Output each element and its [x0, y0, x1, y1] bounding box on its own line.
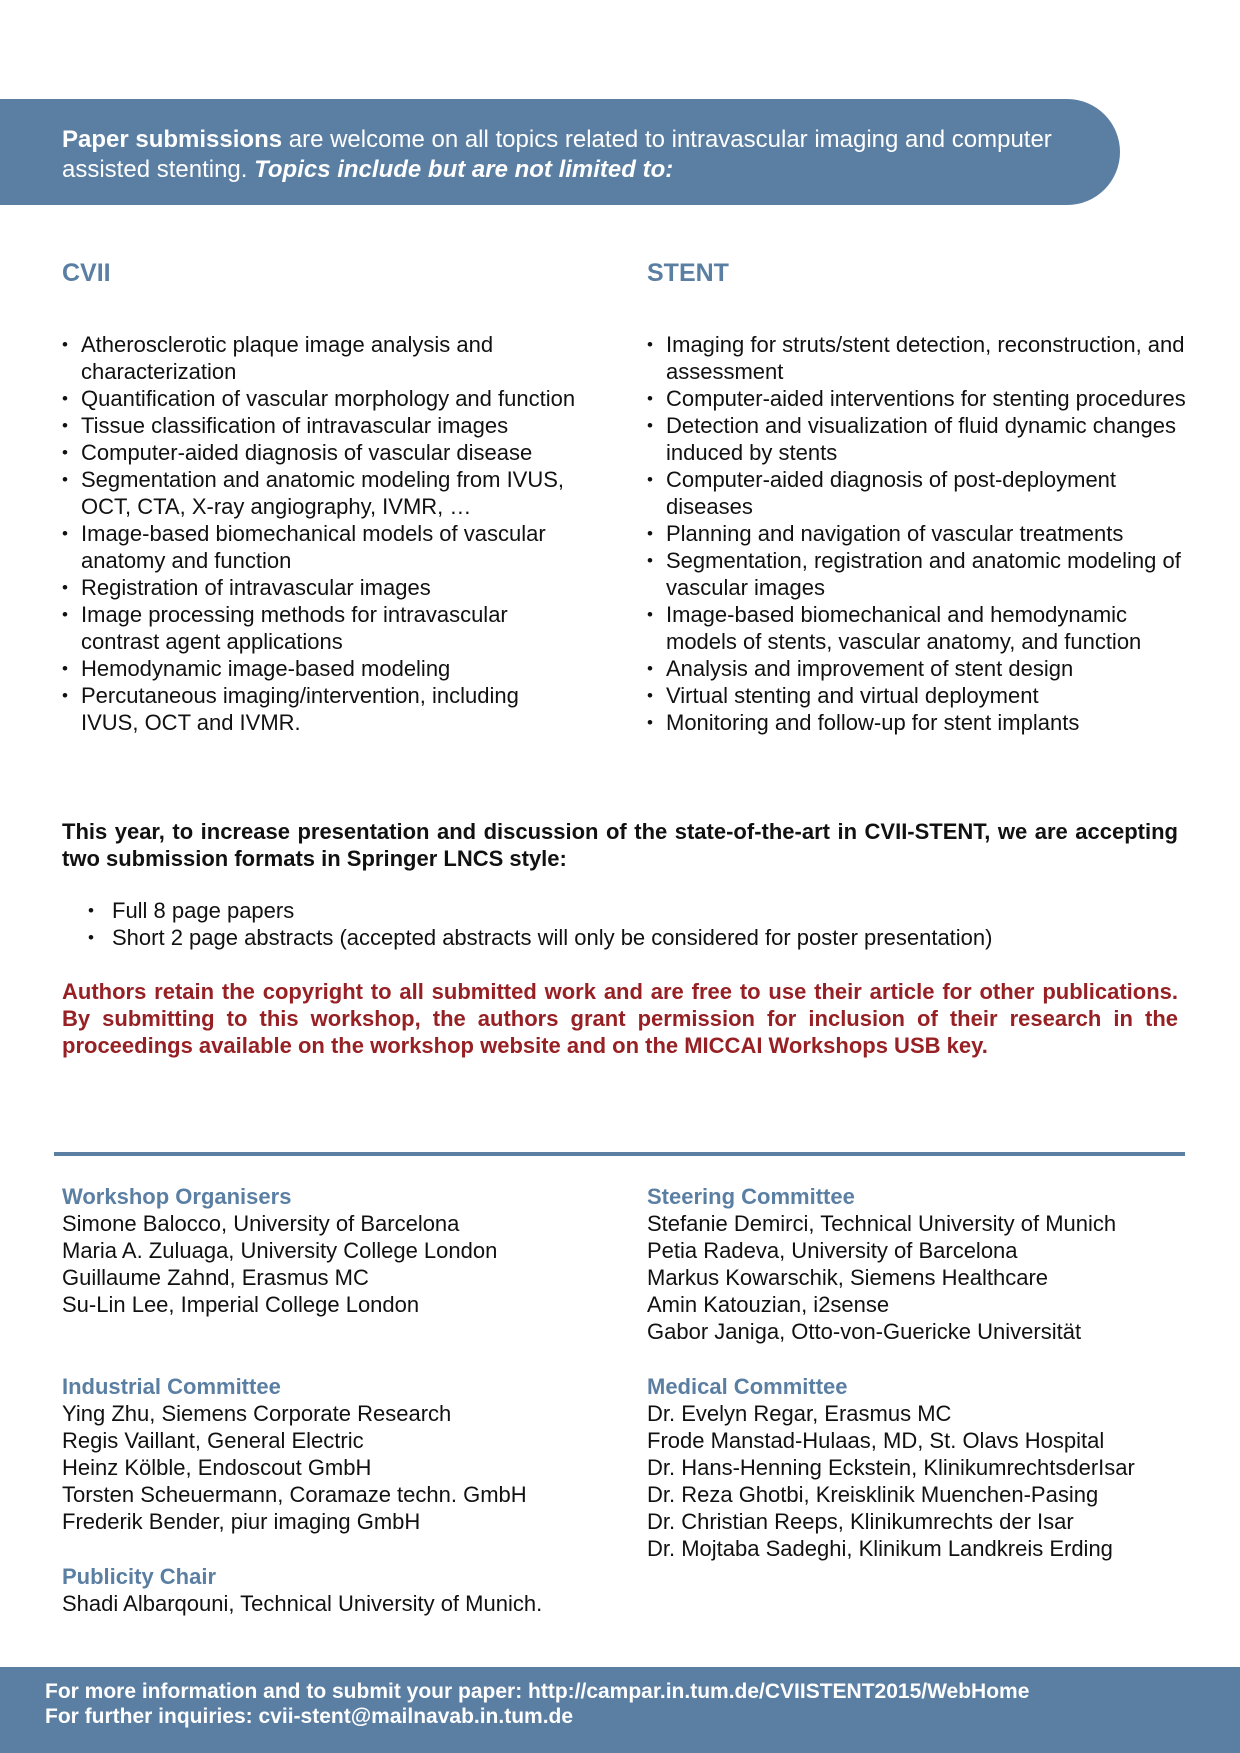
member-list — [62, 1400, 527, 1535]
cvii-topic-list — [62, 331, 582, 736]
list-item: • Monitoring and follow-up for stent implants — [647, 709, 1187, 736]
list-item: • Analysis and improvement of stent design — [647, 655, 1187, 682]
list-item: • Full 8 page papers — [88, 897, 992, 924]
industrial-committee — [62, 1373, 527, 1535]
list-item: • Virtual stenting and virtual deployment — [647, 682, 1187, 709]
member-entry: Dr. Reza Ghotbi, Kreisklinik Muenchen-Pasing — [647, 1482, 1099, 1507]
list-item: • Detection and visualization of fluid dynamic changes induced by stents — [647, 412, 1187, 466]
member-entry: Torsten Scheuermann, Coramaze techn. GmbH — [62, 1482, 527, 1507]
list-item: • Percutaneous imaging/intervention, including IVUS, OCT and IVMR. — [62, 682, 582, 736]
footer-website-line: For more information and to submit your paper: http://campar.in.tum.de/CVIISTENT2015/WebHome — [45, 1680, 1030, 1703]
member-list — [647, 1210, 1116, 1345]
list-item: • Computer-aided diagnosis of post-deployment diseases — [647, 466, 1187, 520]
member-entry: Ying Zhu, Siemens Corporate Research — [62, 1401, 452, 1426]
member-entry: Maria A. Zuluaga, University College London — [62, 1238, 498, 1263]
list-item: • Segmentation, registration and anatomic modeling of vascular images — [647, 547, 1187, 601]
member-list — [62, 1210, 497, 1318]
list-item: • Image processing methods for intravascular contrast agent applications — [62, 601, 582, 655]
list-item: • Segmentation and anatomic modeling from IVUS, OCT, CTA, X-ray angiography, IVMR, … — [62, 466, 582, 520]
committee-title: Medical Committee — [647, 1374, 848, 1399]
member-entry: Dr. Mojtaba Sadeghi, Klinikum Landkreis Erding — [647, 1536, 1113, 1561]
list-item: • Hemodynamic image-based modeling — [62, 655, 582, 682]
footer-email-line: For further inquiries: cvii-stent@mailnavab.in.tum.de — [45, 1705, 574, 1728]
cvii-heading: CVII — [62, 259, 111, 287]
member-entry: Regis Vaillant, General Electric — [62, 1428, 364, 1453]
committee-title: Publicity Chair — [62, 1564, 217, 1589]
stent-heading: STENT — [647, 259, 729, 287]
banner-topics-label: Topics include but are not limited to: — [254, 156, 674, 183]
list-item: • Short 2 page abstracts (accepted abstracts will only be considered for poster presentation) — [88, 924, 992, 951]
member-entry: Stefanie Demirci, Technical University of Munich — [647, 1211, 1117, 1236]
copyright-notice: Authors retain the copyright to all submitted work and are free to use their article for other publications. By submitting to this workshop, the authors grant permission for inclusion of their research in the proceedings available on the workshop website and on the MICCAI Workshops USB key. — [62, 979, 1178, 1058]
member-entry: Gabor Janiga, Otto-von-Guericke Universität — [647, 1319, 1082, 1344]
banner-text: are welcome on all topics related to intravascular imaging and computer assisted stenting. — [62, 126, 1052, 183]
member-entry: Frederik Bender, piur imaging GmbH — [62, 1509, 421, 1534]
list-item: • Registration of intravascular images — [62, 574, 582, 601]
committee-title: Workshop Organisers — [62, 1184, 292, 1209]
list-item: • Planning and navigation of vascular treatments — [647, 520, 1187, 547]
list-item: • Computer-aided interventions for stenting procedures — [647, 385, 1187, 412]
committee-title: Steering Committee — [647, 1184, 855, 1209]
member-entry: Petia Radeva, University of Barcelona — [647, 1238, 1018, 1263]
banner-lead: Paper submissions — [62, 126, 283, 153]
formats-intro: This year, to increase presentation and discussion of the state-of-the-art in CVII-STENT, we are accepting two submission formats in Springer LNCS style: — [62, 819, 1178, 871]
member-entry: Markus Kowarschik, Siemens Healthcare — [647, 1265, 1049, 1290]
list-item: • Imaging for struts/stent detection, reconstruction, and assessment — [647, 331, 1187, 385]
member-entry: Su-Lin Lee, Imperial College London — [62, 1292, 420, 1317]
section-divider — [54, 1152, 1185, 1156]
member-entry: Dr. Hans-Henning Eckstein, KlinikumrechtsderIsar — [647, 1455, 1135, 1480]
formats-list — [88, 897, 992, 951]
publicity-chair — [62, 1563, 542, 1617]
member-list — [647, 1400, 1135, 1562]
list-item: • Computer-aided diagnosis of vascular disease — [62, 439, 582, 466]
stent-column — [647, 258, 1187, 736]
member-entry: Guillaume Zahnd, Erasmus MC — [62, 1265, 369, 1290]
workshop-organisers — [62, 1183, 497, 1318]
cvii-column — [62, 258, 582, 736]
member-entry: Heinz Kölble, Endoscout GmbH — [62, 1455, 372, 1480]
member-entry: Frode Manstad-Hulaas, MD, St. Olavs Hospital — [647, 1428, 1105, 1453]
footer-bar — [0, 1667, 1240, 1753]
committee-title: Industrial Committee — [62, 1374, 281, 1399]
medical-committee — [647, 1373, 1135, 1562]
member-entry: Simone Balocco, University of Barcelona — [62, 1211, 460, 1236]
list-item: • Atherosclerotic plaque image analysis and characterization — [62, 331, 582, 385]
list-item: • Quantification of vascular morphology and function — [62, 385, 582, 412]
list-item: • Image-based biomechanical and hemodynamic models of stents, vascular anatomy, and function — [647, 601, 1187, 655]
intro-banner — [0, 99, 1120, 205]
member-list — [62, 1590, 542, 1617]
stent-topic-list — [647, 331, 1187, 736]
list-item: • Image-based biomechanical models of vascular anatomy and function — [62, 520, 582, 574]
list-item: • Tissue classification of intravascular images — [62, 412, 582, 439]
steering-committee — [647, 1183, 1116, 1345]
member-entry: Dr. Evelyn Regar, Erasmus MC — [647, 1401, 952, 1426]
member-entry: Amin Katouzian, i2sense — [647, 1292, 890, 1317]
member-entry: Shadi Albarqouni, Technical University of Munich. — [62, 1591, 543, 1616]
member-entry: Dr. Christian Reeps, Klinikumrechts der Isar — [647, 1509, 1074, 1534]
